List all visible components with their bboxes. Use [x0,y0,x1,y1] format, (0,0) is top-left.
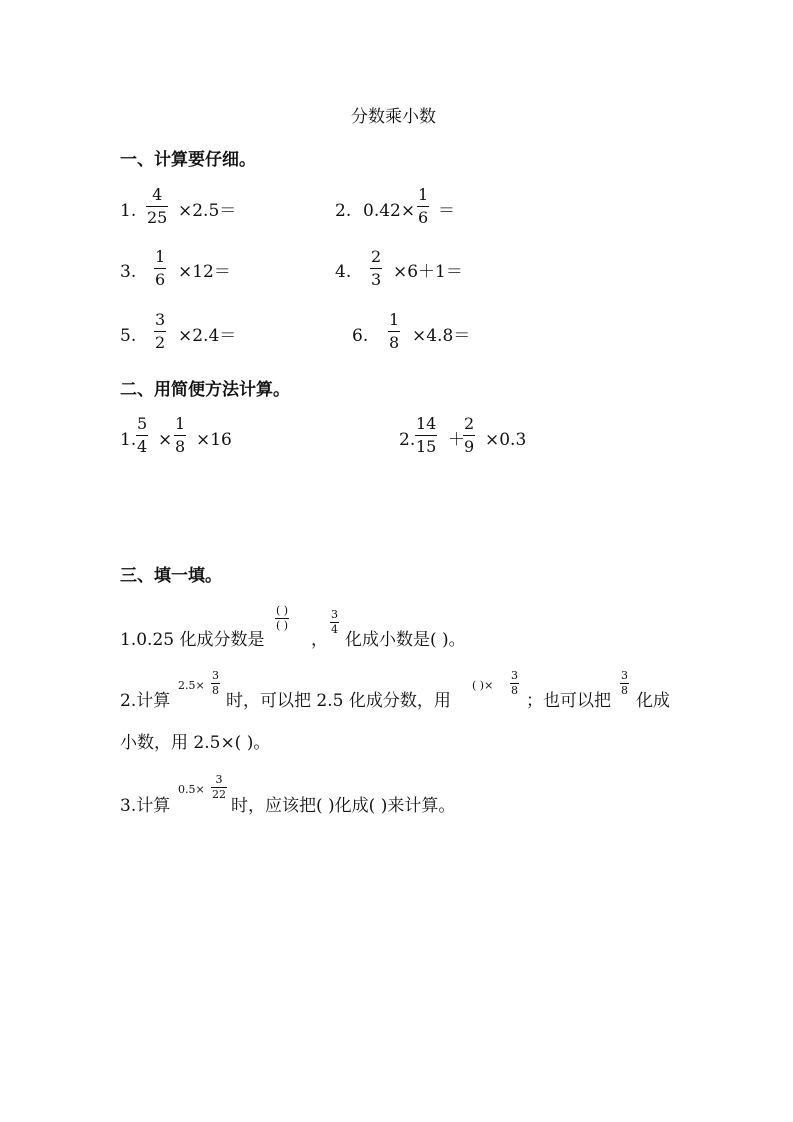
expression-tail: ×2.4＝ [178,326,237,346]
denominator: 8 [511,684,518,697]
expression-prefix: 0.42× [363,201,416,221]
fraction [154,311,166,352]
fraction [388,311,400,352]
numerator: 2 [464,414,475,433]
numerator: 5 [137,414,148,433]
expression-tail: ×2.5＝ [178,201,237,221]
numerator: 3 [215,773,223,786]
fraction-1 [136,415,148,456]
question-number: 6. [352,326,369,346]
denominator: 2 [155,333,166,352]
numerator: 2 [371,247,382,266]
denominator: 8 [621,684,628,697]
operator: × [158,430,173,450]
expression-prefix: 2.5× [178,679,205,692]
question-number: 4. [335,262,352,282]
fraction [510,670,519,697]
fraction-1 [415,415,437,456]
denominator: 8 [212,684,219,697]
fraction-2 [174,415,186,456]
fraction-2 [463,415,475,456]
numerator: 1 [389,310,400,329]
denominator: 6 [155,270,166,289]
fraction [417,186,429,227]
fraction [211,774,227,801]
denominator: 3 [371,270,382,289]
numerator: 1 [418,185,429,204]
question-text-b: 时，应该把( )化成( )来计算。 [231,796,456,816]
section-1-heading: 一、计算要仔细。 [120,150,256,170]
expression-tail: ×12＝ [178,262,231,282]
denominator: ( ) [276,619,289,632]
question-text-b: 化成小数是( )。 [345,630,466,650]
numerator: 3 [212,669,219,682]
expression-tail: ＝ [438,201,455,221]
denominator: 6 [418,208,429,227]
denominator: 8 [175,437,186,456]
numerator: 3 [621,669,628,682]
denominator: 22 [212,788,226,801]
question-line-2: 小数，用 2.5×( )。 [120,733,271,753]
question-text-d: 化成 [636,691,670,711]
question-text-a: 3.计算 [120,796,171,816]
section-3-heading: 三、填一填。 [120,566,222,586]
question-text-a: 2.计算 [120,691,171,711]
page-title: 分数乘小数 [351,107,436,127]
question-text-b: 时，可以把 2.5 化成分数，用 [226,691,451,711]
expression-tail: ×6＋1＝ [393,262,463,282]
expression-prefix: 0.5× [178,783,205,796]
question-number: 1. [120,430,137,450]
blank-prefix: ( )× [472,679,494,692]
fraction [154,248,166,289]
question-text-c: ；也可以把 [526,691,611,711]
denominator: 4 [331,623,338,636]
expression-tail: ×16 [196,430,232,450]
question-text-a: 1.0.25 化成分数是 [120,630,265,650]
numerator: 1 [155,247,166,266]
denominator: 25 [147,208,168,227]
denominator: 9 [464,437,475,456]
fraction [146,186,168,227]
numerator: 3 [331,608,338,621]
expression-tail: ×4.8＝ [412,326,471,346]
blank-fraction [275,605,289,632]
numerator: 4 [152,185,163,204]
question-number: 3. [120,262,137,282]
denominator: 4 [137,437,148,456]
question-number: 1. [120,201,137,221]
fraction [330,609,339,636]
comma: ， [311,630,328,650]
expression-tail: ×0.3 [485,430,527,450]
fraction [370,248,382,289]
question-number: 5. [120,326,137,346]
numerator: 3 [511,669,518,682]
numerator: 3 [155,310,166,329]
question-number: 2. [399,430,416,450]
numerator: 14 [416,414,437,433]
denominator: 15 [416,437,437,456]
denominator: 8 [389,333,400,352]
fraction [211,670,220,697]
fraction [620,670,629,697]
numerator: 1 [175,414,186,433]
operator: ＋ [448,430,465,450]
section-2-heading: 二、用简便方法计算。 [120,380,290,400]
question-number: 2. [335,201,352,221]
numerator: ( ) [276,604,289,617]
